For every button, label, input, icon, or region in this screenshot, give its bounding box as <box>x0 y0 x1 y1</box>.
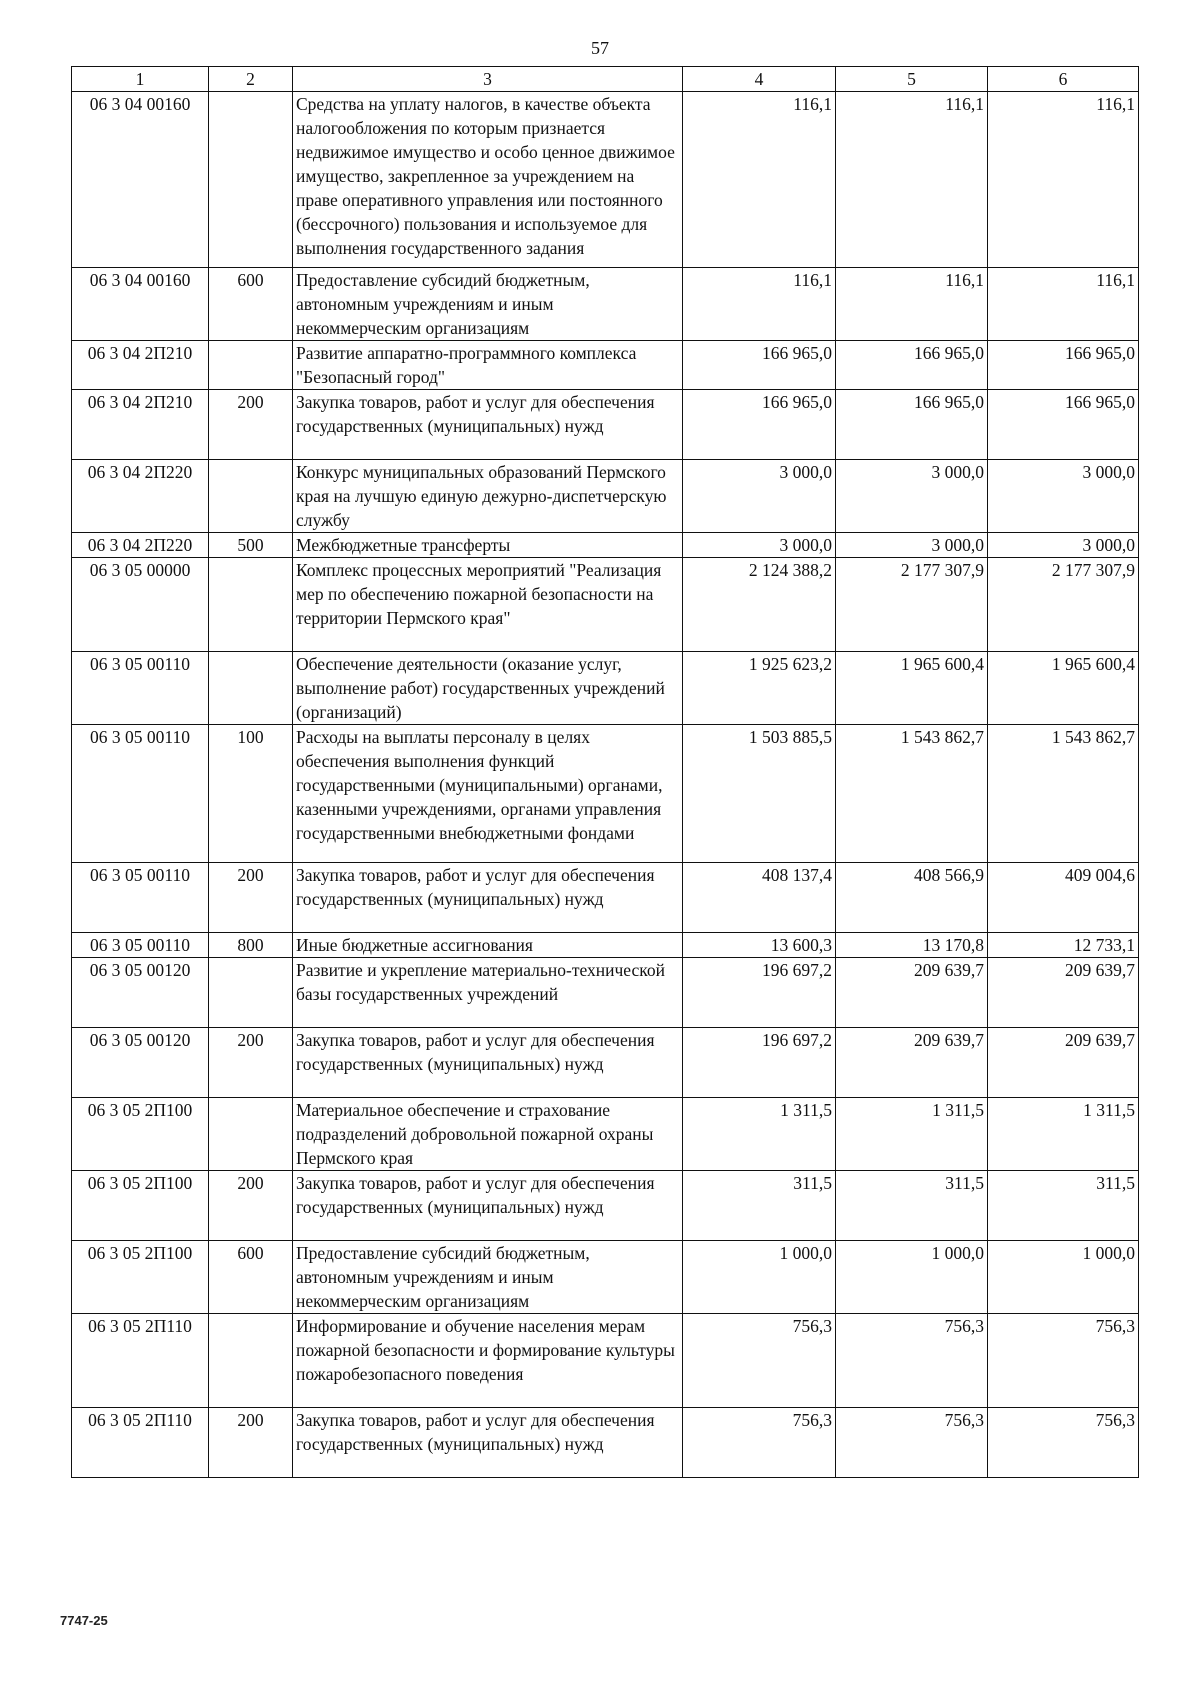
row-amount-col5-cell: 1 965 600,4 <box>836 652 988 725</box>
column-header: 3 <box>293 67 683 92</box>
row-amount-col4-cell: 116,1 <box>683 268 836 341</box>
row-expense-type-cell: 200 <box>209 1028 293 1098</box>
row-code-cell: 06 3 04 2П210 <box>72 341 209 390</box>
row-amount-col4-cell: 1 503 885,5 <box>683 725 836 863</box>
row-amount-col5-cell: 408 566,9 <box>836 863 988 933</box>
row-description-cell: Развитие аппаратно-программного комплекса "Безопасный город" <box>293 341 683 390</box>
table-row <box>72 1241 1139 1314</box>
row-code-cell: 06 3 04 2П210 <box>72 390 209 460</box>
row-amount-col5-cell: 756,3 <box>836 1408 988 1478</box>
row-expense-type-cell <box>209 958 293 1028</box>
row-amount-col4-cell: 116,1 <box>683 92 836 268</box>
row-description-cell: Закупка товаров, работ и услуг для обеспечения государственных (муниципальных) нужд <box>293 1408 683 1478</box>
table-row <box>72 1028 1139 1098</box>
row-amount-col6-cell: 116,1 <box>988 92 1139 268</box>
row-amount-col6-cell: 409 004,6 <box>988 863 1139 933</box>
row-amount-col4-cell: 311,5 <box>683 1171 836 1241</box>
row-amount-col6-cell: 1 311,5 <box>988 1098 1139 1171</box>
table-body <box>72 92 1139 1478</box>
row-expense-type-cell: 100 <box>209 725 293 863</box>
row-description-cell: Закупка товаров, работ и услуг для обеспечения государственных (муниципальных) нужд <box>293 1171 683 1241</box>
header-row <box>72 67 1139 92</box>
row-amount-col6-cell: 3 000,0 <box>988 460 1139 533</box>
row-amount-col5-cell: 1 000,0 <box>836 1241 988 1314</box>
row-amount-col4-cell: 166 965,0 <box>683 341 836 390</box>
column-header: 1 <box>72 67 209 92</box>
row-amount-col5-cell: 311,5 <box>836 1171 988 1241</box>
row-description-cell: Иные бюджетные ассигнования <box>293 933 683 958</box>
table-row <box>72 390 1139 460</box>
row-amount-col4-cell: 756,3 <box>683 1408 836 1478</box>
row-expense-type-cell: 200 <box>209 863 293 933</box>
row-amount-col5-cell: 3 000,0 <box>836 460 988 533</box>
row-amount-col5-cell: 166 965,0 <box>836 390 988 460</box>
row-expense-type-cell <box>209 341 293 390</box>
row-code-cell: 06 3 04 00160 <box>72 268 209 341</box>
row-code-cell: 06 3 05 2П100 <box>72 1171 209 1241</box>
row-amount-col6-cell: 116,1 <box>988 268 1139 341</box>
row-code-cell: 06 3 05 2П100 <box>72 1241 209 1314</box>
table-row <box>72 533 1139 558</box>
row-code-cell: 06 3 05 2П100 <box>72 1098 209 1171</box>
row-description-cell: Расходы на выплаты персоналу в целях обеспечения выполнения функций государственными (муниципальными) органами, казенными учреждениями, органами управления государственными внебюджетными фондами <box>293 725 683 863</box>
row-amount-col4-cell: 1 000,0 <box>683 1241 836 1314</box>
row-amount-col5-cell: 3 000,0 <box>836 533 988 558</box>
row-amount-col6-cell: 311,5 <box>988 1171 1139 1241</box>
row-code-cell: 06 3 04 00160 <box>72 92 209 268</box>
row-amount-col6-cell: 756,3 <box>988 1314 1139 1408</box>
row-description-cell: Информирование и обучение населения мерам пожарной безопасности и формирование культуры пожаробезопасного поведения <box>293 1314 683 1408</box>
document-number: 7747-25 <box>60 1613 108 1628</box>
row-expense-type-cell <box>209 558 293 652</box>
column-header: 4 <box>683 67 836 92</box>
row-amount-col5-cell: 1 311,5 <box>836 1098 988 1171</box>
row-amount-col5-cell: 2 177 307,9 <box>836 558 988 652</box>
table-row <box>72 1171 1139 1241</box>
row-description-cell: Комплекс процессных мероприятий "Реализация мер по обеспечению пожарной безопасности на территории Пермского края" <box>293 558 683 652</box>
row-expense-type-cell <box>209 460 293 533</box>
row-code-cell: 06 3 05 2П110 <box>72 1314 209 1408</box>
table-row <box>72 341 1139 390</box>
row-expense-type-cell: 200 <box>209 1171 293 1241</box>
table-row <box>72 1098 1139 1171</box>
row-amount-col6-cell: 3 000,0 <box>988 533 1139 558</box>
row-code-cell: 06 3 04 2П220 <box>72 460 209 533</box>
row-code-cell: 06 3 05 2П110 <box>72 1408 209 1478</box>
row-amount-col5-cell: 209 639,7 <box>836 1028 988 1098</box>
row-description-cell: Конкурс муниципальных образований Пермского края на лучшую единую дежурно-диспетчерскую службу <box>293 460 683 533</box>
table-row <box>72 863 1139 933</box>
column-header: 6 <box>988 67 1139 92</box>
row-amount-col6-cell: 1 543 862,7 <box>988 725 1139 863</box>
row-amount-col4-cell: 408 137,4 <box>683 863 836 933</box>
row-description-cell: Предоставление субсидий бюджетным, автономным учреждениям и иным некоммерческим организациям <box>293 268 683 341</box>
row-amount-col6-cell: 756,3 <box>988 1408 1139 1478</box>
row-code-cell: 06 3 05 00110 <box>72 652 209 725</box>
row-code-cell: 06 3 05 00110 <box>72 725 209 863</box>
row-code-cell: 06 3 05 00120 <box>72 1028 209 1098</box>
table-row <box>72 1314 1139 1408</box>
row-amount-col4-cell: 756,3 <box>683 1314 836 1408</box>
row-amount-col5-cell: 13 170,8 <box>836 933 988 958</box>
row-amount-col4-cell: 1 311,5 <box>683 1098 836 1171</box>
table-row <box>72 1408 1139 1478</box>
row-amount-col5-cell: 209 639,7 <box>836 958 988 1028</box>
table-row <box>72 933 1139 958</box>
row-amount-col5-cell: 166 965,0 <box>836 341 988 390</box>
table-row <box>72 958 1139 1028</box>
table-row <box>72 460 1139 533</box>
table-row <box>72 92 1139 268</box>
row-amount-col6-cell: 209 639,7 <box>988 1028 1139 1098</box>
table-row <box>72 652 1139 725</box>
column-header: 2 <box>209 67 293 92</box>
row-amount-col6-cell: 1 965 600,4 <box>988 652 1139 725</box>
budget-table <box>71 66 1139 1478</box>
row-expense-type-cell: 800 <box>209 933 293 958</box>
row-amount-col4-cell: 2 124 388,2 <box>683 558 836 652</box>
row-code-cell: 06 3 05 00000 <box>72 558 209 652</box>
row-expense-type-cell <box>209 92 293 268</box>
row-description-cell: Развитие и укрепление материально-технической базы государственных учреждений <box>293 958 683 1028</box>
row-code-cell: 06 3 04 2П220 <box>72 533 209 558</box>
row-amount-col5-cell: 756,3 <box>836 1314 988 1408</box>
row-code-cell: 06 3 05 00120 <box>72 958 209 1028</box>
row-expense-type-cell: 600 <box>209 268 293 341</box>
row-amount-col4-cell: 3 000,0 <box>683 533 836 558</box>
table-row <box>72 268 1139 341</box>
row-amount-col6-cell: 209 639,7 <box>988 958 1139 1028</box>
row-amount-col4-cell: 196 697,2 <box>683 958 836 1028</box>
row-expense-type-cell: 500 <box>209 533 293 558</box>
row-description-cell: Обеспечение деятельности (оказание услуг, выполнение работ) государственных учреждений (организаций) <box>293 652 683 725</box>
row-description-cell: Межбюджетные трансферты <box>293 533 683 558</box>
row-amount-col6-cell: 166 965,0 <box>988 341 1139 390</box>
row-description-cell: Закупка товаров, работ и услуг для обеспечения государственных (муниципальных) нужд <box>293 390 683 460</box>
row-code-cell: 06 3 05 00110 <box>72 933 209 958</box>
row-amount-col4-cell: 13 600,3 <box>683 933 836 958</box>
row-amount-col6-cell: 166 965,0 <box>988 390 1139 460</box>
row-code-cell: 06 3 05 00110 <box>72 863 209 933</box>
row-amount-col6-cell: 12 733,1 <box>988 933 1139 958</box>
row-amount-col6-cell: 2 177 307,9 <box>988 558 1139 652</box>
row-amount-col4-cell: 196 697,2 <box>683 1028 836 1098</box>
row-amount-col4-cell: 166 965,0 <box>683 390 836 460</box>
table-row <box>72 558 1139 652</box>
row-amount-col5-cell: 116,1 <box>836 92 988 268</box>
row-expense-type-cell: 200 <box>209 1408 293 1478</box>
row-amount-col4-cell: 3 000,0 <box>683 460 836 533</box>
row-amount-col4-cell: 1 925 623,2 <box>683 652 836 725</box>
row-description-cell: Материальное обеспечение и страхование подразделений добровольной пожарной охраны Пермского края <box>293 1098 683 1171</box>
row-expense-type-cell <box>209 652 293 725</box>
row-amount-col5-cell: 1 543 862,7 <box>836 725 988 863</box>
row-expense-type-cell <box>209 1314 293 1408</box>
row-expense-type-cell: 600 <box>209 1241 293 1314</box>
row-description-cell: Закупка товаров, работ и услуг для обеспечения государственных (муниципальных) нужд <box>293 1028 683 1098</box>
column-header: 5 <box>836 67 988 92</box>
row-expense-type-cell: 200 <box>209 390 293 460</box>
row-description-cell: Предоставление субсидий бюджетным, автономным учреждениям и иным некоммерческим организациям <box>293 1241 683 1314</box>
page-number: 57 <box>591 38 609 58</box>
table-row <box>72 725 1139 863</box>
row-amount-col5-cell: 116,1 <box>836 268 988 341</box>
row-expense-type-cell <box>209 1098 293 1171</box>
row-amount-col6-cell: 1 000,0 <box>988 1241 1139 1314</box>
row-description-cell: Закупка товаров, работ и услуг для обеспечения государственных (муниципальных) нужд <box>293 863 683 933</box>
row-description-cell: Средства на уплату налогов, в качестве объекта налогообложения по которым признается недвижимое имущество и особо ценное движимое имущество, закрепленное за учреждением на праве оперативного управления или постоянного (бессрочного) пользования и используемое для выполнения государственного задания <box>293 92 683 268</box>
